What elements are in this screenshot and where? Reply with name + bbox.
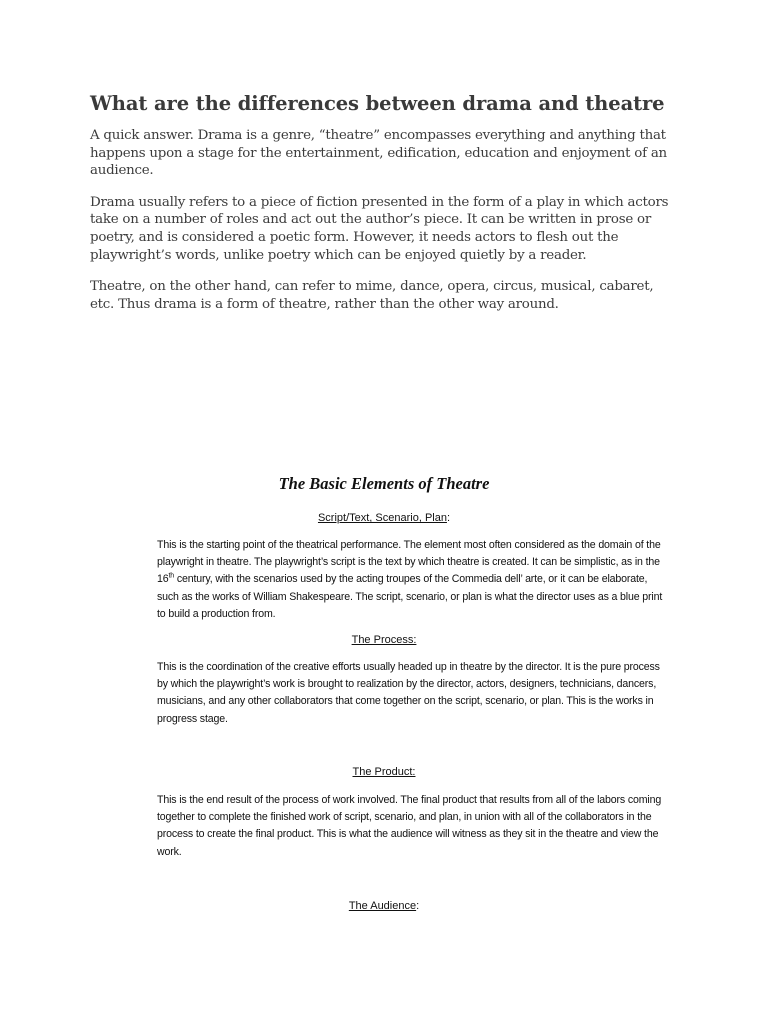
intro-paragraph-2: Drama usually refers to a piece of fiction presented in the form of a play in which actors take on a number of roles and act out the author’s piece. It can be written in prose or poetry, and is considered a poetic form. However, it needs actors to flesh out the playwright’s words, unlike poetry which can be enjoyed quietly by a reader.: [90, 194, 669, 263]
script-heading-suffix: :: [446, 512, 451, 524]
process-heading: [0, 634, 768, 646]
script-text-b: century, with the scenarios used by the acting troupes of the Commedia dell’ arte, or it can be elaborate, such as the works of William Shakespeare. The script, scenario, or plan is what the director uses as a blue print to build a production from.: [157, 573, 663, 620]
script-heading-label: Script/Text, Scenario, Plan: [317, 512, 447, 524]
elements-title: The Basic Elements of Theatre: [278, 474, 490, 493]
intro-section: [90, 92, 670, 327]
process-heading-label: The Process:: [351, 634, 417, 646]
audience-heading: [0, 900, 768, 912]
script-text-a: This is the starting point of the theatrical performance. The element most often considered as the domain of the playwright in theatre. The playwright’s script is the text by which theatre is created. It can be simplistic, as in the 16: [157, 539, 661, 586]
script-text-sup: th: [168, 572, 175, 580]
audience-heading-suffix: :: [416, 900, 420, 912]
audience-heading-label: The Audience: [348, 900, 417, 912]
script-heading: [0, 512, 768, 524]
intro-paragraph-3: Theatre, on the other hand, can refer to mime, dance, opera, circus, musical, cabaret, etc. Thus drama is a form of theatre, rather than the other way around.: [90, 279, 654, 312]
product-heading: [0, 766, 768, 778]
process-paragraph: This is the coordination of the creative efforts usually headed up in theatre by the director. It is the pure process by which the playwright’s work is brought to realization by the director, actors, designers, technicians, dancers, musicians, and any other collaborators that come together on the script, scenario, or plan. This is the works in progress stage.: [157, 661, 660, 725]
intro-title: What are the differences between drama and theatre: [90, 92, 665, 115]
intro-paragraph-1: A quick answer. Drama is a genre, “theatre” encompasses everything and anything that happens upon a stage for the entertainment, edification, education and enjoyment of an audience.: [90, 128, 667, 179]
product-paragraph: This is the end result of the process of work involved. The final product that results from all of the labors coming together to complete the finished work of script, scenario, and plan, in union with all of the collaborators in the process to create the final product. This is what the audience will witness as they sit in the theatre and view the work.: [157, 794, 662, 858]
script-paragraph: [157, 537, 667, 623]
product-heading-label: The Product:: [352, 766, 416, 778]
